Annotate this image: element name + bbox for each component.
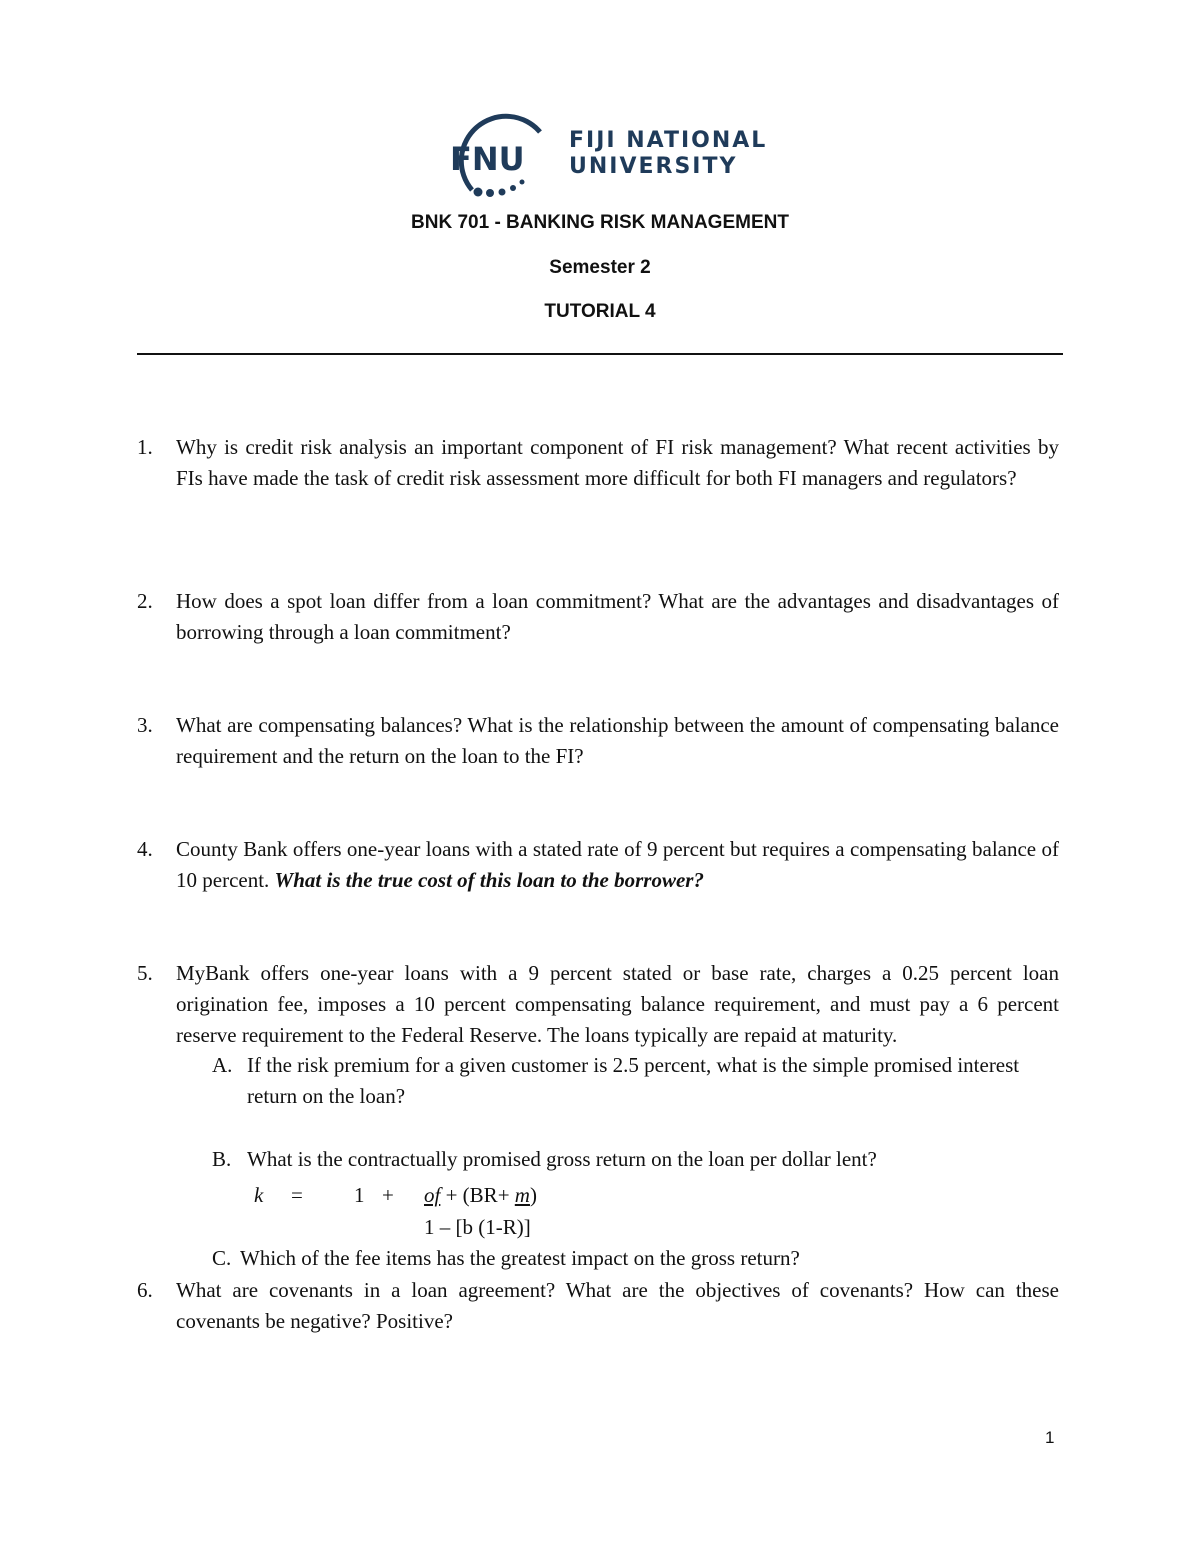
- question-emphasis: What is the true cost of this loan to the borrower?: [274, 868, 704, 892]
- question-number: 3.: [137, 713, 153, 737]
- page-number: 1: [1045, 1428, 1055, 1447]
- formula-equals: =: [291, 1183, 303, 1207]
- question-text: What are covenants in a loan agreement? What are the objectives of covenants? How can these covenants be negative? Positive?: [176, 1278, 1059, 1333]
- question-number: 2.: [137, 589, 153, 613]
- part-label: C.: [212, 1246, 232, 1270]
- formula-numerator: [424, 1180, 537, 1211]
- tutorial-label: TUTORIAL 4: [544, 301, 656, 322]
- part-text: What is the contractually promised gross return on the loan per dollar lent?: [247, 1147, 877, 1171]
- formula-num-part-1: + (BR+: [440, 1183, 515, 1207]
- logo-line-2: UNIVERSITY: [569, 154, 738, 179]
- formula-lhs: [254, 1180, 263, 1211]
- question-text: MyBank offers one-year loans with a 9 percent stated or base rate, charges a 0.25 percent loan origination fee, imposes a 10 percent compensating balance requirement, and must pay a 6 percent reserve requirement to the Federal Reserve. The loans typically are repaid at maturity.: [176, 961, 1059, 1047]
- question-text: [176, 834, 1059, 896]
- formula-num-part-2: ): [529, 1183, 537, 1207]
- logo-monogram: FNU: [450, 140, 525, 178]
- formula-one: 1: [354, 1183, 365, 1207]
- question-6: [137, 1275, 1059, 1337]
- question-5-part-a: [212, 1050, 1059, 1112]
- question-number: 1.: [137, 435, 153, 459]
- question-4: [137, 834, 1059, 896]
- part-text: Which of the fee items has the greatest impact on the gross return?: [240, 1246, 800, 1270]
- question-5-part-b: [212, 1144, 1059, 1175]
- question-number: 6.: [137, 1278, 153, 1302]
- course-title: BNK 701 - BANKING RISK MANAGEMENT: [411, 212, 789, 233]
- question-2: [137, 586, 1059, 648]
- part-label: B.: [212, 1147, 232, 1171]
- formula-plus: +: [382, 1183, 394, 1207]
- question-3: [137, 710, 1059, 772]
- question-number: 5.: [137, 961, 153, 985]
- question-plain-text: County Bank offers one-year loans with a stated rate of 9 percent but requires a compensating balance of 10 percent.: [176, 837, 1059, 892]
- semester-label: Semester 2: [549, 257, 651, 278]
- formula-m: m: [514, 1183, 530, 1207]
- formula-denominator: 1 – [b (1-R)]: [424, 1215, 531, 1239]
- formula-of: of: [424, 1183, 441, 1207]
- question-5: [137, 958, 1059, 1051]
- header-divider: [137, 353, 1063, 355]
- question-text: What are compensating balances? What is the relationship between the amount of compensating balance requirement and the return on the loan to the FI?: [176, 713, 1059, 768]
- question-number: 4.: [137, 837, 153, 861]
- question-5-part-c: [212, 1243, 1059, 1274]
- fnu-monogram-icon: [436, 106, 566, 202]
- question-1: [137, 432, 1059, 494]
- part-label: A.: [212, 1053, 233, 1077]
- logo-line-1: FIJI NATIONAL: [569, 128, 768, 153]
- part-text: If the risk premium for a given customer is 2.5 percent, what is the simple promised interest return on the loan?: [247, 1053, 1020, 1108]
- formula-k: k: [254, 1183, 264, 1207]
- logo-wordmark: [569, 128, 767, 180]
- question-text: How does a spot loan differ from a loan commitment? What are the advantages and disadvantages of borrowing through a loan commitment?: [176, 589, 1059, 644]
- university-logo: [436, 106, 776, 202]
- question-text: Why is credit risk analysis an important component of FI risk management? What recent activities by FIs have made the task of credit risk assessment more difficult for both FI managers and regulators?: [176, 435, 1059, 490]
